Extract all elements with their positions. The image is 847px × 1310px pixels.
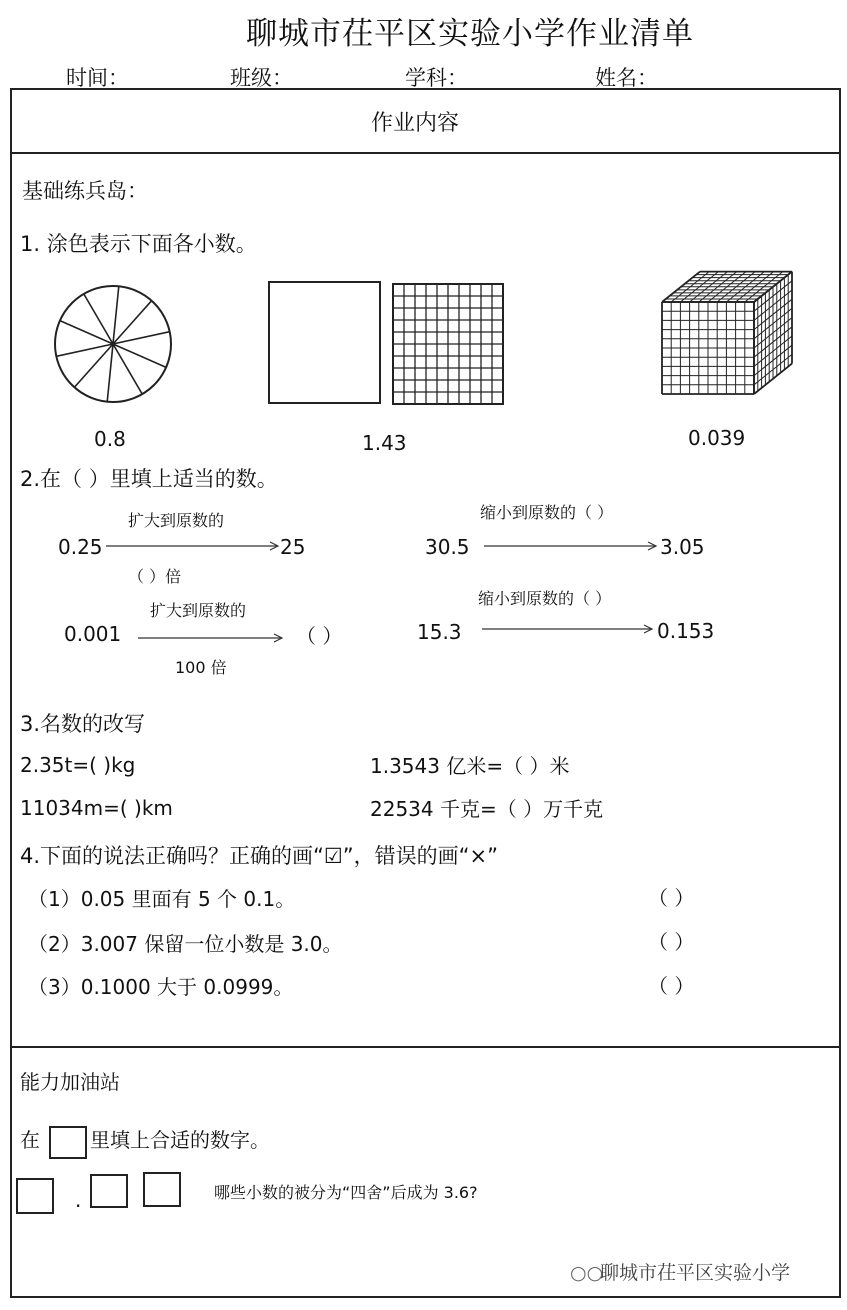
- instruction-suffix: 里填上合适的数字。: [90, 1128, 270, 1152]
- number-30-5: 30.5: [425, 535, 470, 559]
- subject-label: 学科：: [405, 66, 468, 90]
- arrow-3: [138, 632, 286, 644]
- conversion-d: 22534 千克=（ ）万千克: [370, 797, 604, 821]
- answer-paren-1[interactable]: （ ）: [648, 886, 695, 910]
- page-title: 聊城市茌平区实验小学作业清单: [246, 16, 694, 52]
- statement-3: （3）0.1000 大于 0.0999。: [28, 975, 294, 999]
- number-15-3: 15.3: [417, 620, 462, 644]
- header-divider: [10, 152, 841, 154]
- chat-bubble-icon: ○○: [570, 1262, 604, 1284]
- unit-square-figure: [268, 281, 381, 404]
- arrow-label-shrink-2: 缩小到原数的（ ）: [478, 589, 612, 608]
- instruction-prefix: 在: [20, 1128, 40, 1152]
- section-heading-ability: 能力加油站: [20, 1070, 120, 1094]
- question-2-prompt: 2.在（ ）里填上适当的数。: [20, 467, 278, 491]
- circle-ten-parts-figure: [52, 283, 174, 405]
- conversion-c: 11034m=( )km: [20, 796, 173, 820]
- rounding-question: 哪些小数的被分为“四舍”后成为 3.6?: [214, 1183, 478, 1202]
- statement-2: （2）3.007 保留一位小数是 3.0。: [28, 932, 343, 956]
- thousand-cube-figure: [660, 266, 796, 396]
- number-0-001: 0.001: [64, 622, 122, 646]
- digit-box-hundredths[interactable]: [143, 1172, 181, 1207]
- blank-times-1: （ ）倍: [128, 567, 182, 586]
- arrow-4: [482, 623, 656, 635]
- section-heading-basic: 基础练兵岛：: [22, 179, 148, 203]
- question-1-prompt: 1. 涂色表示下面各小数。: [20, 232, 257, 256]
- decimal-label-3: 0.039: [688, 426, 746, 450]
- digit-box-ones[interactable]: [16, 1178, 54, 1214]
- answer-paren-3[interactable]: （ ）: [648, 974, 695, 998]
- arrow-2: [484, 540, 660, 552]
- watermark: [570, 1258, 790, 1285]
- table-header: 作业内容: [371, 111, 460, 136]
- number-25: 25: [280, 535, 306, 559]
- statement-1: （1）0.05 里面有 5 个 0.1。: [28, 887, 296, 911]
- arrow-label-shrink-1: 缩小到原数的（ ）: [480, 503, 614, 522]
- digit-box-tenths[interactable]: [90, 1174, 128, 1208]
- name-label: 姓名：: [595, 66, 658, 90]
- conversion-b: 1.3543 亿米=（ ）米: [370, 754, 570, 778]
- watermark-text: 聊城市茌平区实验小学: [600, 1262, 791, 1284]
- hundred-grid-figure: [392, 283, 504, 405]
- time-label: 时间：: [66, 66, 129, 90]
- arrow-1: [106, 540, 282, 552]
- times-100-label: 100 倍: [175, 658, 227, 677]
- class-label: 班级：: [230, 66, 293, 90]
- decimal-label-1: 0.8: [94, 427, 126, 451]
- arrow-label-enlarge-1: 扩大到原数的: [128, 511, 225, 530]
- number-0-153: 0.153: [657, 619, 715, 643]
- decimal-point: .: [75, 1188, 82, 1212]
- question-4-prompt: 4.下面的说法正确吗？正确的画“☑”，错误的画“×”: [20, 844, 498, 868]
- number-0-25: 0.25: [58, 535, 103, 559]
- section-divider: [10, 1046, 841, 1048]
- blank-result-paren: （ ）: [296, 624, 343, 648]
- number-3-05: 3.05: [660, 535, 705, 559]
- blank-box-example: [49, 1126, 87, 1159]
- arrow-label-enlarge-2: 扩大到原数的: [150, 601, 247, 620]
- question-3-prompt: 3.名数的改写: [20, 712, 146, 736]
- decimal-label-2: 1.43: [362, 431, 407, 455]
- conversion-a: 2.35t=( )kg: [20, 753, 136, 777]
- answer-paren-2[interactable]: （ ）: [648, 930, 695, 954]
